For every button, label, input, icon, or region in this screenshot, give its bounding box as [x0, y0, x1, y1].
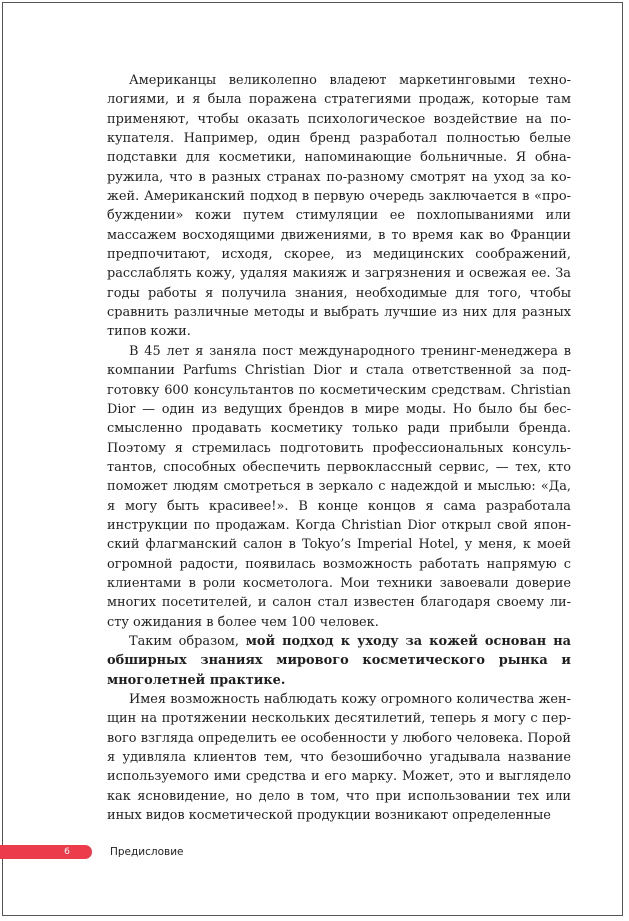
paragraph-3-emphasis: мой подход к уходу за кожей основан на обширных знаниях мирового косметического рынка и многолетней практике. — [107, 633, 571, 688]
paragraph-2: В 45 лет я заняла пост международного тренинг-менеджера в компании Parfums Christian Dior и стала ответственной за подготовку 600 консультантов по косметическим средствам. Christian Dior — один из ведущих брендов в мире моды. Но было бы бессмысленно продавать косметику только ради прибыли бренда. Поэтому я стремилась подготовить профессиональных консультантов, способных обеспечить первоклассный сервис, — тех, кто поможет людям смотреться в зеркало с надеждой и мыслью: «Да, я могу быть красивее!». В конце концов я сама разработала инструкции по продажам. Когда Christian Dior открыл свой японский флагманский салон в Tokyo’s Imperial Hotel, у меня, к моей огромной радости, появилась возможность работать напрямую с клиентами в роли косметолога. Мои техники завоевали доверие многих посетителей, и салон стал известен благодаря своему листу ожидания в более чем 100 человек. — [107, 343, 571, 630]
paragraph-3 — [107, 632, 571, 690]
paragraph-3-lead: Таким образом, — [129, 633, 246, 649]
running-footer-title: Предисловие — [110, 846, 184, 858]
page-body — [107, 71, 571, 825]
paragraph-1: Американцы великолепно владеют маркетинговыми технологиями, и я была поражена стратегиями продаж, которые там применяют, чтобы оказать психологическое воздействие на покупателя. Например, один бренд разработал полностью белые подставки для косметики, напоминающие больничные. Я обнаружила, что в разных странах по-разному смотрят на уход за кожей. Американский подход в первую очередь заключается в «пробуждении» кожи путем стимуляции ее похлопываниями или массажем восходящими движениями, в то время как во Франции предпочитают, исходя, скорее, из медицинских соображений, расслаблять кожу, удаляя макияж и загрязнения и освежая ее. За годы работы я получила знания, необходимые для того, чтобы сравнить различные методы и выбрать лучшие из них для разных типов кожи. — [107, 73, 571, 340]
page-number: 6 — [64, 847, 70, 857]
paragraph-4: Имея возможность наблюдать кожу огромного количества женщин на протяжении нескольких десятилетий, теперь я могу с первого взгляда определить ее особенности у любого человека. Порой я удивляла клиентов тем, что безошибочно угадывала название используемого ими средства и его марку. Может, это и выглядело как ясновидение, но дело в том, что при использовании тех или иных видов косметической продукции возникают определенные — [107, 692, 571, 824]
